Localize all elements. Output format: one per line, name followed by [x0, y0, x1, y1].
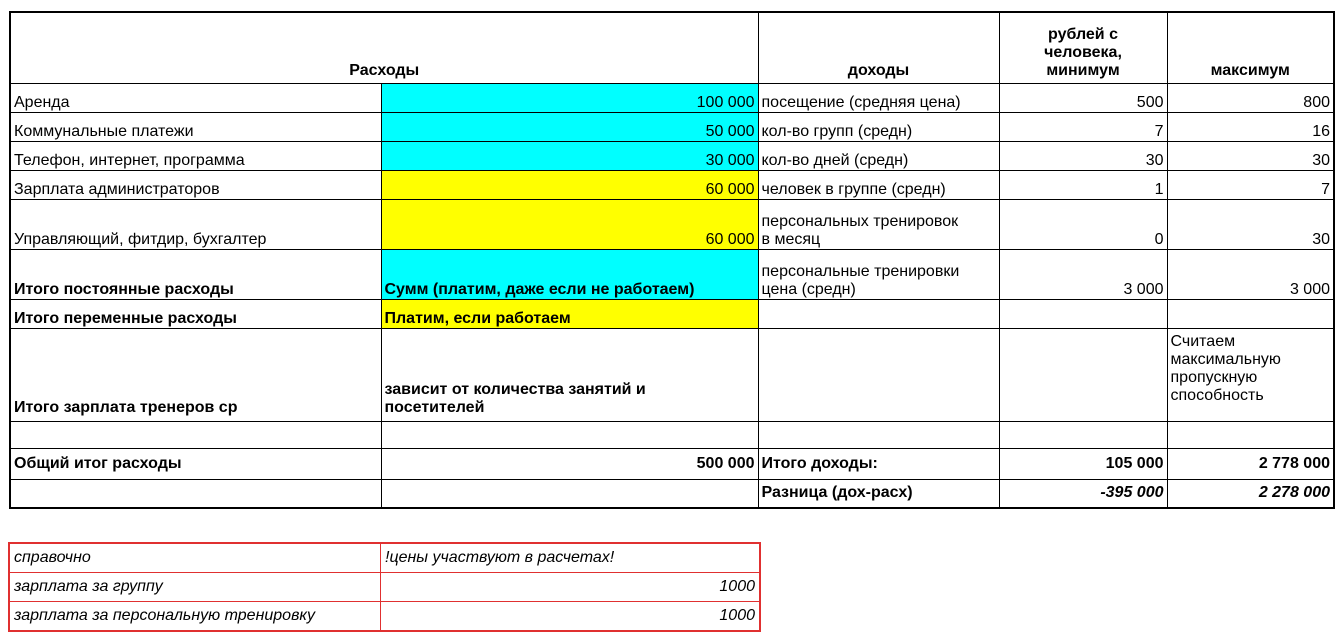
- income-min: 1: [999, 170, 1167, 199]
- reference-row: [10, 602, 760, 631]
- empty-cell: [381, 479, 758, 508]
- personal-price-label: [758, 249, 999, 299]
- table-row: [10, 112, 1334, 141]
- grand-total-amount: 500 000: [381, 448, 758, 479]
- income-max: 7: [1167, 170, 1334, 199]
- income-label: посещение (средняя цена): [758, 83, 999, 112]
- empty-row: [10, 421, 1334, 448]
- fixed-total-row: [10, 249, 1334, 299]
- table-row: [10, 199, 1334, 249]
- table-row: [10, 141, 1334, 170]
- income-label-line2: в месяц: [761, 230, 821, 248]
- income-total-max: 2 778 000: [1167, 448, 1334, 479]
- grand-total-label: Общий итог расходы: [10, 448, 381, 479]
- capacity-note: [1167, 328, 1334, 421]
- capacity-note-line4: способность: [1170, 386, 1264, 404]
- reference-table: [9, 543, 760, 631]
- income-min: 7: [999, 112, 1167, 141]
- empty-cell: [10, 421, 381, 448]
- income-max: 16: [1167, 112, 1334, 141]
- empty-cell: [1167, 299, 1334, 328]
- expense-amount: 60 000: [381, 199, 758, 249]
- variable-total-label: Итого переменные расходы: [10, 299, 381, 328]
- income-total-label: Итого доходы:: [758, 448, 999, 479]
- expense-label: Управляющий, фитдир, бухгалтер: [10, 199, 381, 249]
- income-label: человек в группе (средн): [758, 170, 999, 199]
- income-label: кол-во групп (средн): [758, 112, 999, 141]
- table-row: [10, 83, 1334, 112]
- difference-max: 2 278 000: [1167, 479, 1334, 508]
- income-header: доходы: [758, 12, 999, 83]
- variable-total-note: Платим, если работаем: [381, 299, 758, 328]
- expense-amount: 100 000: [381, 83, 758, 112]
- personal-price-max: 3 000: [1167, 249, 1334, 299]
- expense-label: Зарплата администраторов: [10, 170, 381, 199]
- income-total-min: 105 000: [999, 448, 1167, 479]
- reference-label: зарплата за группу: [10, 573, 381, 602]
- table-row: [10, 170, 1334, 199]
- max-header: максимум: [1167, 12, 1334, 83]
- expense-label: Аренда: [10, 83, 381, 112]
- expenses-header: Расходы: [10, 12, 758, 83]
- min-header-line1: рублей с: [1048, 25, 1118, 43]
- trainers-row: [10, 328, 1334, 421]
- income-label: кол-во дней (средн): [758, 141, 999, 170]
- fixed-total-note: Сумм (платим, даже если не работаем): [381, 249, 758, 299]
- empty-cell: [758, 328, 999, 421]
- personal-price-min: 3 000: [999, 249, 1167, 299]
- income-min: 30: [999, 141, 1167, 170]
- reference-value: 1000: [381, 573, 760, 602]
- fixed-total-label: Итого постоянные расходы: [10, 249, 381, 299]
- min-header-line2: человека,: [1044, 43, 1122, 61]
- min-header-line3: минимум: [1046, 61, 1120, 79]
- header-row: [10, 12, 1334, 83]
- reference-row: [10, 573, 760, 602]
- trainers-note-line1: зависит от количества занятий и: [384, 380, 646, 398]
- difference-row: [10, 479, 1334, 508]
- empty-cell: [1167, 421, 1334, 448]
- expense-amount: 60 000: [381, 170, 758, 199]
- income-label-line1: персональных тренировок: [761, 212, 959, 230]
- empty-cell: [381, 421, 758, 448]
- trainers-label: Итого зарплата тренеров ср: [10, 328, 381, 421]
- expense-amount: 50 000: [381, 112, 758, 141]
- reference-label: зарплата за персональную тренировку: [10, 602, 381, 631]
- income-min: 0: [999, 199, 1167, 249]
- empty-cell: [758, 421, 999, 448]
- trainers-note-line2: посетителей: [384, 398, 485, 416]
- expense-label: Коммунальные платежи: [10, 112, 381, 141]
- budget-table: [9, 11, 1335, 509]
- personal-price-line2: цена (средн): [761, 280, 856, 298]
- income-max: 30: [1167, 199, 1334, 249]
- variable-total-row: [10, 299, 1334, 328]
- expense-amount: 30 000: [381, 141, 758, 170]
- capacity-note-line1: Считаем: [1170, 332, 1236, 350]
- difference-label: Разница (дох-расх): [758, 479, 999, 508]
- capacity-note-line2: максимальную: [1170, 350, 1281, 368]
- empty-cell: [758, 299, 999, 328]
- capacity-note-line3: пропускную: [1170, 368, 1258, 386]
- empty-cell: [10, 479, 381, 508]
- income-max: 800: [1167, 83, 1334, 112]
- reference-title: справочно: [10, 544, 381, 573]
- income-max: 30: [1167, 141, 1334, 170]
- reference-header-row: [10, 544, 760, 573]
- personal-price-line1: персональные тренировки: [761, 262, 960, 280]
- expense-label: Телефон, интернет, программа: [10, 141, 381, 170]
- income-label: [758, 199, 999, 249]
- difference-min: -395 000: [999, 479, 1167, 508]
- min-header: [999, 12, 1167, 83]
- grand-total-row: [10, 448, 1334, 479]
- income-min: 500: [999, 83, 1167, 112]
- reference-note: !цены участвуют в расчетах!: [381, 544, 760, 573]
- reference-value: 1000: [381, 602, 760, 631]
- empty-cell: [999, 421, 1167, 448]
- empty-cell: [999, 299, 1167, 328]
- trainers-note: [381, 328, 758, 421]
- empty-cell: [999, 328, 1167, 421]
